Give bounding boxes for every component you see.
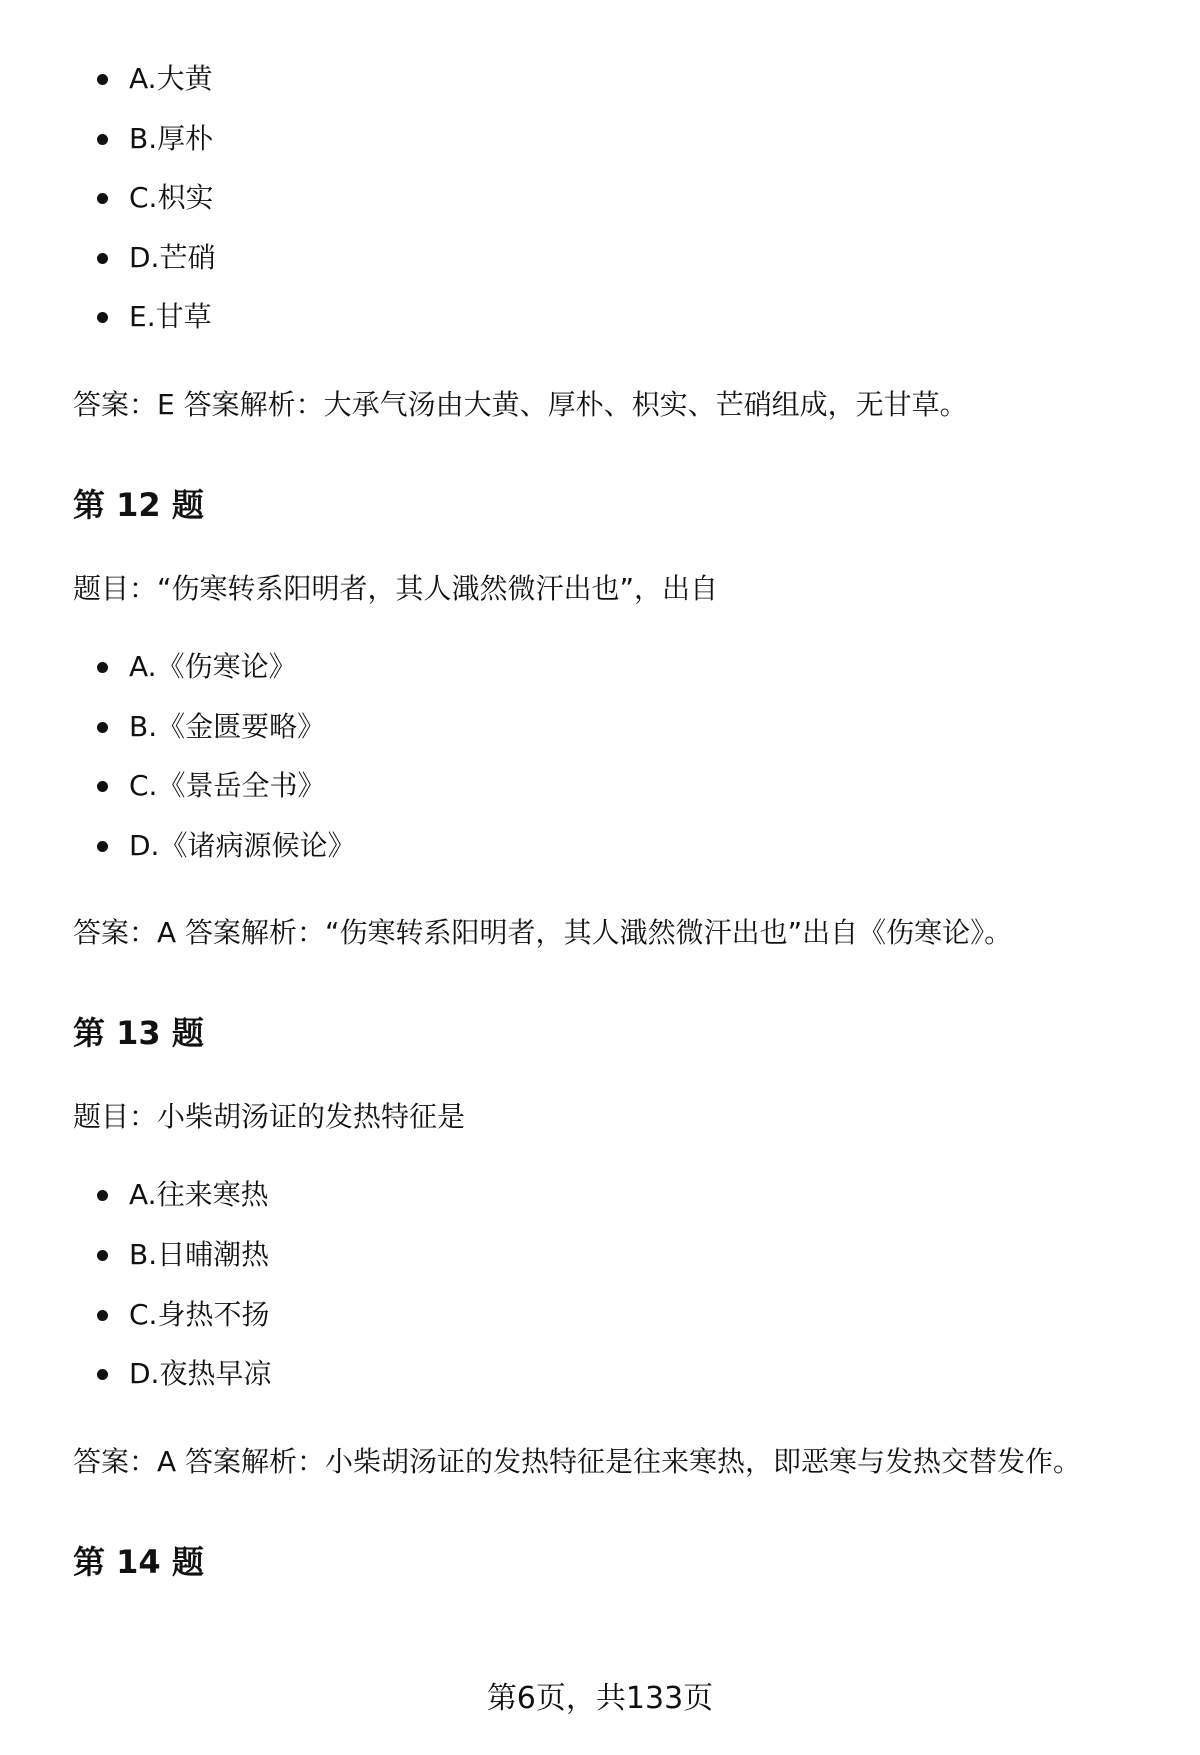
option-item bbox=[73, 709, 1153, 772]
option-item bbox=[73, 121, 1153, 184]
option-text: B.厚朴 bbox=[129, 121, 214, 155]
bullet-icon bbox=[97, 1369, 108, 1380]
option-text: D.《诸病源候论》 bbox=[129, 828, 356, 862]
option-item bbox=[73, 302, 1153, 362]
q11-answer: 答案：E 答案解析：大承气汤由大黄、厚朴、枳实、芒硝组成，无甘草。 bbox=[73, 387, 968, 421]
option-item bbox=[73, 828, 1153, 891]
q13-stem: 题目：小柴胡汤证的发热特征是 bbox=[73, 1100, 466, 1134]
option-text: B.日晡潮热 bbox=[129, 1237, 270, 1271]
option-text: A.往来寒热 bbox=[129, 1178, 269, 1212]
option-item bbox=[73, 183, 1153, 243]
option-item bbox=[73, 240, 1153, 303]
bullet-icon bbox=[97, 1310, 108, 1321]
bullet-icon bbox=[97, 1190, 108, 1201]
option-text: E.甘草 bbox=[129, 300, 212, 334]
q12-stem: 题目：“伤寒转系阳明者，其人濈然微汗出也”，出自 bbox=[73, 571, 719, 605]
bullet-icon bbox=[97, 134, 108, 145]
option-item bbox=[73, 1359, 1153, 1419]
option-text: A.大黄 bbox=[129, 62, 213, 95]
q13-answer: 答案：A 答案解析：小柴胡汤证的发热特征是往来寒热，即恶寒与发热交替发作。 bbox=[73, 1444, 1082, 1478]
bullet-icon bbox=[97, 781, 108, 792]
q14-heading: 第 14 题 bbox=[73, 1542, 204, 1581]
q12-option-list bbox=[73, 649, 1153, 890]
q13-heading: 第 13 题 bbox=[73, 1014, 204, 1053]
option-text: C.枳实 bbox=[129, 181, 214, 215]
option-item bbox=[73, 64, 1153, 124]
bullet-icon bbox=[97, 841, 108, 852]
bullet-icon bbox=[97, 253, 108, 264]
option-text: B.《金匮要略》 bbox=[129, 709, 326, 743]
q11-option-list bbox=[73, 64, 1153, 362]
bullet-icon bbox=[97, 193, 108, 204]
option-item bbox=[73, 649, 1153, 712]
q12-heading: 第 12 题 bbox=[73, 485, 204, 524]
bullet-icon bbox=[97, 312, 108, 323]
bullet-icon bbox=[97, 722, 108, 733]
option-text: C.《景岳全书》 bbox=[129, 769, 326, 803]
bullet-icon bbox=[97, 74, 108, 85]
option-item bbox=[73, 1237, 1153, 1300]
bullet-icon bbox=[97, 662, 108, 673]
option-text: A.《伤寒论》 bbox=[129, 649, 297, 683]
q12-answer: 答案：A 答案解析：“伤寒转系阳明者，其人濈然微汗出也”出自《伤寒论》。 bbox=[73, 916, 1013, 950]
option-item bbox=[73, 1297, 1153, 1360]
option-text: D.夜热早凉 bbox=[129, 1357, 272, 1391]
q13-option-list bbox=[73, 1180, 1153, 1418]
option-item bbox=[73, 1180, 1153, 1240]
page-content bbox=[73, 64, 1153, 1581]
option-text: D.芒硝 bbox=[129, 240, 216, 274]
page-number-footer: 第6页，共133页 bbox=[486, 1681, 714, 1716]
option-text: C.身热不扬 bbox=[129, 1297, 270, 1331]
bullet-icon bbox=[97, 1250, 108, 1261]
option-item bbox=[73, 771, 1153, 831]
